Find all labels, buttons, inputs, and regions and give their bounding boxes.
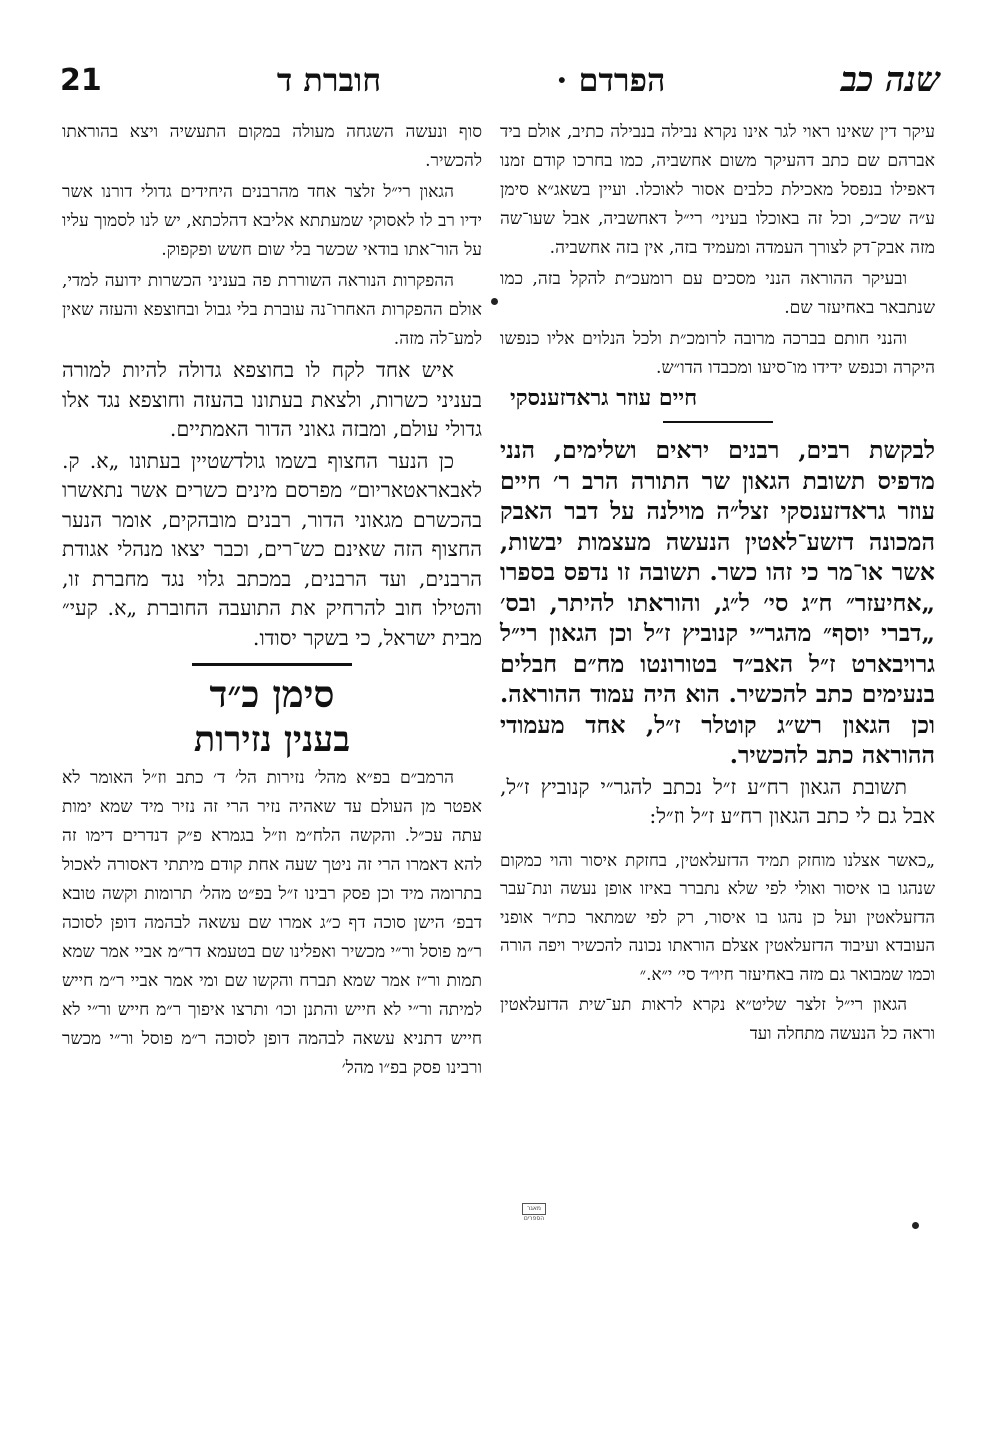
journal-title: הפרדם · [556,61,666,99]
signature: חיים עוזר גראדזענסקי [510,385,698,411]
quoted-responsum: „כאשר אצלנו מוחזק תמיד הדזעלאטין, בחזקת איסור והוי כמקום שנהגו בו איסור ואולי לפי שלא נתברר באיזו אופן נעשה ונת־עבר הדזעלאטין ועל כן נהגו בו איסור, רק לפי שמתאר כת״ר אופני העובדא ועיבוד הדזעלאטין אצלם הוראתו נכונה להכשיר ויפה הורה וכמו שמבואר גם מזה באחיעזר חיו״ד סי׳ י״א.״ [500,849,935,984]
left-paragraph-3: ההפקרות הנוראה השוררת פה בעניני הכשרות ידועה למדי, אולם ההפקרות האחרו־נה עוברת בלי גבול ובחוצפא והעזה שאין למע־לה מזה. [62,271,482,349]
library-stamp: מאגר הספרים [523,1205,545,1222]
page-header [60,55,940,105]
notice-intro: תשובת הגאון רח״ע ז״ל נכתב להגר״י קנוביץ ז״ל, אבל גם לי כתב הגאון רח״ע ז״ל וז״ל: [500,774,935,828]
section-divider [192,663,352,666]
left-paragraph-4: איש אחד לקח לו בחוצפא גדולה להיות למורה בעניני כשרות, ולצאת בעתונו בהעזה וחוצפא נגד אלו גדולי עולם, ומבזה גאוני הדור האמתיים. [62,358,482,441]
section-title: סימן כ״ד [209,672,335,716]
page-number: 21 [60,62,102,98]
responsum-opening: עיקר דין שאינו ראוי לגר אינו נקרא נבילה בנבילה כתיב, אולם ביד אברהם שם כתב דהעיקר משום אחשביה, כמו בחרכו קודם זמנו דאפילו בנפסל מאכילת כלבים אסור לאוכלו. ועיין בשאג״א סימן ע״ה שכ״כ, וכל זה באוכלו בעיני׳ רי״ל דאחשביה, אבל שעו־שה מזה אבק־דק לצורך העמדה ומעמיד בזה, אין בזה אחשביה. [500,122,935,258]
section-body: הרמב״ם בפ״א מהל׳ נזירות הל׳ ד׳ כתב וז״ל האומר לא אפטר מן העולם עד שאהיה נזיר הרי זה נזיר מיד שמא ימות עתה עכ״ל. והקשה הלח״מ וז״ל בגמרא פ״ק דנדרים דימו זה להא דאמרו הרי זה ניטך שעה אחת קודם מיתתי דאסורה לאכול בתרומה מיד וכן פסק רבינו ז״ל בפ״ט מהל׳ תרומות וקשה טובא דבפ׳ הישן סוכה דף כ״ג אמרו שם עשאה לבהמה דופן לסוכה ר״מ פוסל ור״י מכשיר ואפלינו שם בטעמא דר״מ אביי אמר שמא תמות ור״ז אמר שמא תברח והקשו שם ומי אמר אביי ר״מ חייש למיתה ור״י לא חייש והתנן וכו׳ ותרצו איפוך ר״מ חייש ור״י לא חייש דתניא עשאה לבהמה דופן לסוכה ר״מ פוסל ור״י מכשר ורבינו פסק בפ״ו מהל׳ [62,768,482,1078]
margin-dot [912,1222,919,1229]
left-paragraph-1: סוף ונעשה השגחה מעולה במקום התעשיה ויצא בהוראתו להכשיר. [62,122,482,171]
left-column [62,118,482,1085]
notice-text: לבקשת רבים, רבנים יראים ושלימים, הנני מדפיס תשובת הגאון שר התורה הרב ר׳ חיים עוזר גראדזענסקי זצל״ה מוילנה על דבר האבק המכונה דזשע־לאטין הנעשה מעצמות יבשות, אשר או־מר כי זהו כשר. תשובה זו נדפס בספרו „אחיעזר״ ח״ג סי׳ ל״ג, והוראתו להיתר, ובס׳ „דברי יוסף״ מהגר״י קנוביץ ז״ל וכן הגאון רי״ל גרויבארט ז״ל האב״ד בטורונטו מח״ם חבלים בנעימים כתב להכשיר. הוא היה עמוד ההוראה. וכן הגאון רש״ג קוטלר ז״ל, אחד מעמודי ההוראה כתב להכשיר. [500,436,935,769]
issue-label: חוברת ד [276,61,382,99]
closing-paragraph: הגאון רי״ל זלצר שליט״א נקרא לראות תע־שית הדזעלאטין וראה כל הנעשה מתחלה ועד [500,994,935,1043]
right-column [500,118,935,1049]
section-subtitle: בענין נזירות [193,719,351,760]
margin-dot [491,298,498,305]
responsum-closing: והנני חותם בברכה מרובה לרומכ״ת ולכל הנלוים אליו כנפשו היקרה וכנפש ידידו מו־סיעו ומכבדו הדו״ש. [500,329,935,378]
responsum-paragraph: ובעיקר ההוראה הנני מסכים עם רומעכ״ת להקל בזה, כמו שנתבאר באחיעזר שם. [500,269,935,318]
divider [663,421,773,423]
left-paragraph-2: הגאון רי״ל זלצר אחד מהרבנים היחידים גדולי דורנו אשר ידיו רב לו לאסוקי שמעתתא אליבא דהלכתא, יש לנו לסמוך עליו על הור־אתו בודאי שכשר בלי שום חשש ופקפוק. [62,182,482,260]
left-paragraph-5: כן הנער החצוף בשמו גולדשטיין בעתונו „א. ק. לאבאראטאריום״ מפרסם מינים כשרים אשר נתאשרו בהכשרם מגאוני הדור, רבנים מובהקים, אומר הנער החצוף הזה שאינם כש־רים, וכבר יצאו מנהלי אגודת הרבנים, ועד הרבנים, במכתב גלוי נגד מחברת זו, והטילו חוב להרחיק את התועבה החוברת „א. קעי״ מבית ישראל, כי בשקר יסודו. [62,448,482,650]
year-label: שנה כב [840,60,940,100]
